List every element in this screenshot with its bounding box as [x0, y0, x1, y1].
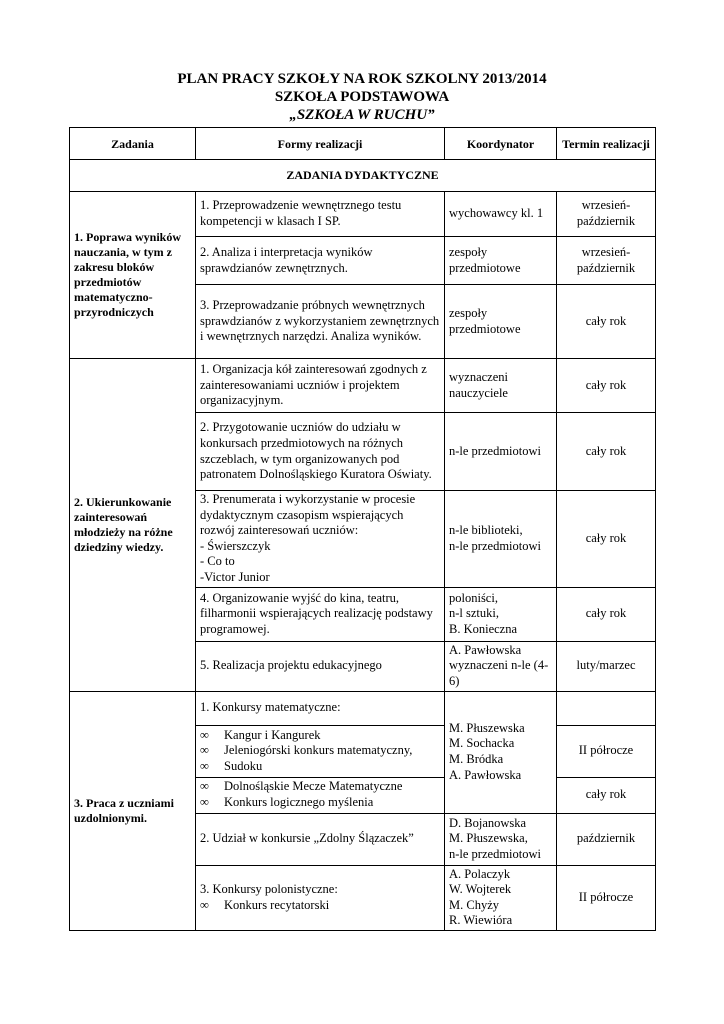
header-koordynator: Koordynator [445, 128, 557, 160]
koordynator-line: A. Polaczyk [449, 866, 511, 881]
koordynator-line: M. Sochacka [449, 736, 515, 751]
bullet-text: Dolnośląskie Mecze Matematyczne [224, 779, 403, 794]
bullet-text: Konkurs recytatorski [224, 897, 330, 912]
forma-text: 3. Konkursy polonistyczne: [200, 882, 338, 897]
koordynator-cell: wychowawcy kl. 1 [445, 192, 557, 237]
bullet-item [200, 728, 440, 744]
bullet-text: Sudoku [224, 758, 263, 773]
termin-cell: cały rok [557, 413, 656, 491]
koordynator-line: M. Bródka [449, 752, 504, 767]
title-line-1: PLAN PRACY SZKOŁY NA ROK SZKOLNY 2013/2014 [177, 71, 547, 87]
magazine-item: -Victor Junior [200, 569, 270, 584]
title-line-3: „SZKOŁA W RUCHU” [289, 107, 435, 123]
forma-cell: 3. Przeprowadzanie próbnych wewnętrznych sprawdzianów z wykorzystaniem zewnętrznych i wewnętrznych narzędzi. Analiza wyników. [196, 285, 445, 359]
koordynator-line: M. Płuszewska [449, 720, 525, 735]
koordynator-line: A. Pawłowska [449, 767, 522, 782]
header-zadania: Zadania [70, 128, 196, 160]
koordynator-line: W. Wojterek [449, 882, 512, 897]
forma-cell: 1. Konkursy matematyczne: [196, 691, 445, 725]
koordynator-cell [445, 865, 557, 930]
termin-cell: cały rok [557, 777, 656, 813]
bullet-item [200, 779, 440, 795]
header-termin: Termin realizacji [557, 128, 656, 160]
forma-cell [196, 491, 445, 588]
task-3: 3. Praca z uczniami uzdolnionymi. [70, 691, 196, 930]
bullet-icon: ∞ [200, 897, 209, 912]
koordynator-line: n-le biblioteki, [449, 523, 523, 538]
termin-cell [557, 691, 656, 725]
title-line-2: SZKOŁA PODSTAWOWA [274, 89, 450, 105]
forma-cell: 4. Organizowanie wyjść do kina, teatru, filharmonii wspierających realizację podstawy programowej. [196, 587, 445, 641]
forma-cell [196, 725, 445, 777]
forma-cell [196, 865, 445, 930]
section-title: ZADANIA DYDAKTYCZNE [70, 160, 656, 192]
termin-cell: cały rok [557, 285, 656, 359]
table-row [70, 359, 656, 413]
bullet-item [200, 795, 440, 811]
forma-cell: 2. Przygotowanie uczniów do udziału w konkursach przedmiotowych na różnych szczeblach, w tym organizowanych pod patronatem Dolnośląskiego Kuratora Oświaty. [196, 413, 445, 491]
bullet-text: Konkurs logicznego myślenia [224, 795, 374, 810]
bullet-icon: ∞ [200, 758, 209, 773]
forma-cell: 1. Organizacja kół zainteresowań zgodnych z zainteresowaniami uczniów i projektem organizacyjnym. [196, 359, 445, 413]
document-title [0, 70, 724, 124]
koordynator-cell: n-le przedmiotowi [445, 413, 557, 491]
section-row [70, 160, 656, 192]
termin-cell: październik [557, 813, 656, 865]
plan-table [69, 127, 656, 931]
koordynator-cell: A. Pawłowska wyznaczeni n-le (4-6) [445, 641, 557, 691]
bullet-text: Kangur i Kangurek [224, 727, 321, 742]
header-row [70, 128, 656, 160]
bullet-icon: ∞ [200, 727, 209, 742]
koordynator-line: n-le przedmiotowi [449, 538, 541, 553]
koordynator-line: n-le przedmiotowi [449, 846, 541, 861]
termin-cell: wrzesień-październik [557, 192, 656, 237]
koordynator-cell: wyznaczeni nauczyciele [445, 359, 557, 413]
termin-cell: cały rok [557, 587, 656, 641]
koordynator-line: D. Bojanowska [449, 815, 527, 830]
forma-cell: 1. Przeprowadzenie wewnętrznego testu kompetencji w klasach I SP. [196, 192, 445, 237]
koordynator-cell-math [445, 691, 557, 813]
bullet-item [200, 898, 440, 914]
koordynator-cell [445, 491, 557, 588]
koordynator-line: R. Wiewióra [449, 913, 513, 928]
bullet-icon: ∞ [200, 779, 209, 794]
forma-cell: 5. Realizacja projektu edukacyjnego [196, 641, 445, 691]
forma-text: 3. Prenumerata i wykorzystanie w procesie dydaktycznym czasopism wspierających rozwój zainteresowań uczniów: [200, 492, 416, 538]
bullet-item [200, 759, 440, 775]
table-row [70, 691, 656, 725]
termin-cell: II półrocze [557, 865, 656, 930]
koordynator-cell: zespoły przedmiotowe [445, 285, 557, 359]
task-2: 2. Ukierunkowanie zainteresowań młodzieży na różne dziedziny wiedzy. [70, 359, 196, 692]
bullet-text: Jeleniogórski konkurs matematyczny, [224, 743, 413, 758]
koordynator-cell: zespoły przedmiotowe [445, 237, 557, 285]
header-formy: Formy realizacji [196, 128, 445, 160]
termin-cell: II półrocze [557, 725, 656, 777]
termin-cell: luty/marzec [557, 641, 656, 691]
forma-cell [196, 777, 445, 813]
bullet-icon: ∞ [200, 795, 209, 810]
bullet-icon: ∞ [200, 743, 209, 758]
koordynator-line: poloniści, [449, 590, 498, 605]
bullet-item [200, 743, 440, 759]
task-1: 1. Poprawa wyników nauczania, w tym z zakresu bloków przedmiotów matematyczno-przyrodniczych [70, 192, 196, 359]
table-row [70, 192, 656, 237]
koordynator-line: n-l sztuki, [449, 606, 499, 621]
koordynator-line: M. Płuszewska, [449, 831, 528, 846]
koordynator-line: B. Konieczna [449, 621, 518, 636]
termin-cell: wrzesień-październik [557, 237, 656, 285]
koordynator-cell [445, 587, 557, 641]
magazine-item: - Świerszczyk [200, 538, 271, 553]
magazine-item: - Co to [200, 554, 235, 569]
koordynator-line: M. Chyży [449, 897, 499, 912]
termin-cell: cały rok [557, 359, 656, 413]
koordynator-cell [445, 813, 557, 865]
termin-cell: cały rok [557, 491, 656, 588]
forma-cell: 2. Analiza i interpretacja wyników sprawdzianów zewnętrznych. [196, 237, 445, 285]
forma-cell: 2. Udział w konkursie „Zdolny Ślązaczek” [196, 813, 445, 865]
